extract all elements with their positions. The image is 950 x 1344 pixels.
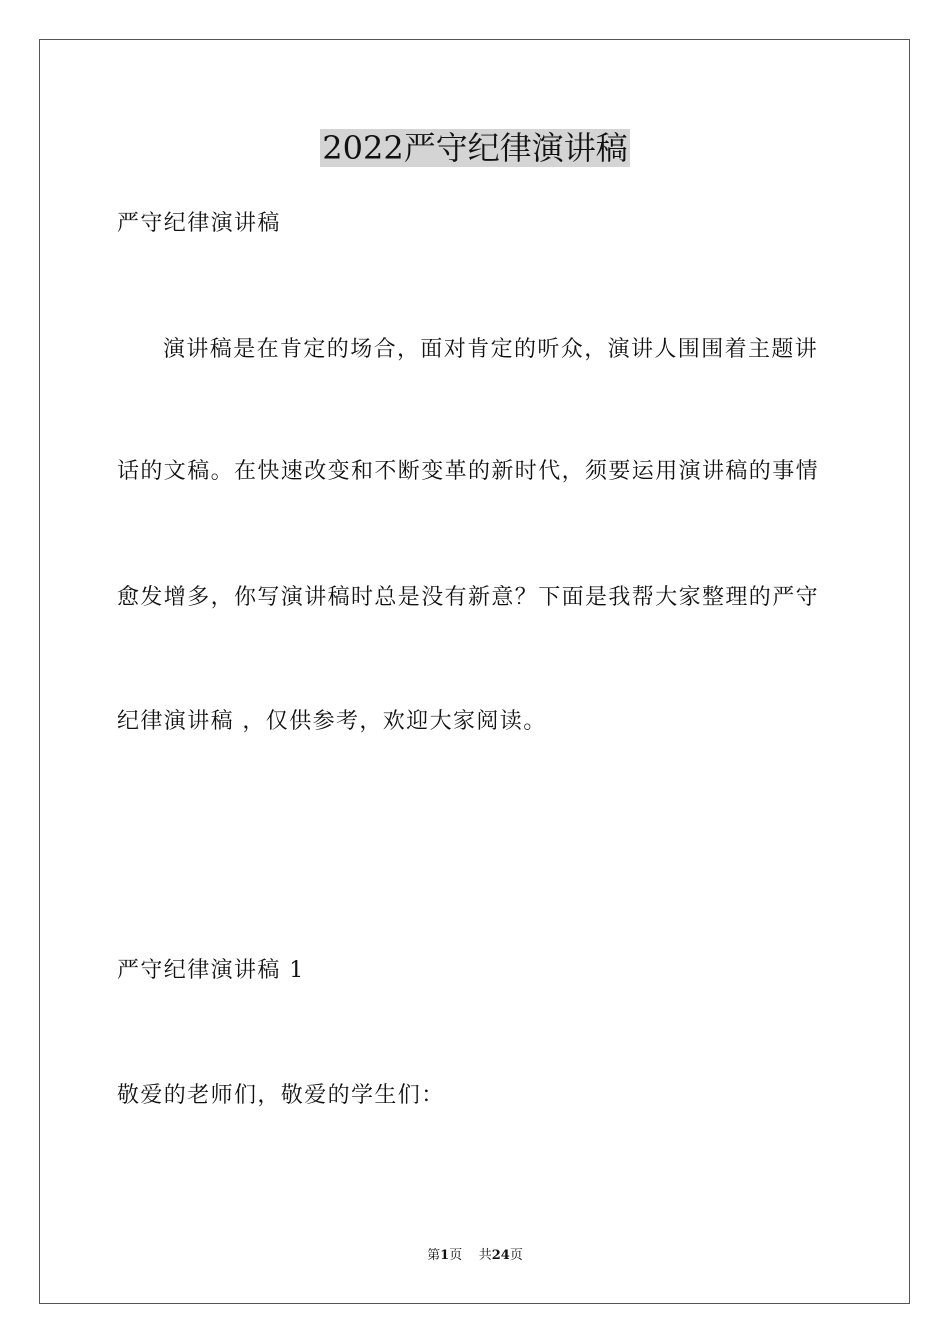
page-footer <box>0 1247 950 1265</box>
document-subtitle: 严守纪律演讲稿 <box>117 211 281 236</box>
intro-line-3: 愈发增多，你写演讲稿时总是没有新意？下面是我帮大家整理的严守 <box>117 585 820 610</box>
intro-line-4: 纪律演讲稿 ，仅供参考，欢迎大家阅读。 <box>117 709 547 734</box>
section-heading: 严守纪律演讲稿 1 <box>117 958 305 983</box>
intro-line-2: 话的文稿。在快速改变和不断变革的新时代，须要运用演讲稿的事情 <box>117 459 820 484</box>
footer-page-number: 1 <box>440 1248 450 1263</box>
footer-total-suffix: 页 <box>509 1248 523 1263</box>
footer-page-prefix: 第 <box>427 1248 441 1263</box>
document-title <box>0 128 950 168</box>
footer-total-pages: 24 <box>491 1248 510 1263</box>
footer-total-prefix: 共 <box>478 1248 492 1263</box>
intro-line-1: 演讲稿是在肯定的场合，面对肯定的听众，演讲人围围着主题讲 <box>163 337 819 362</box>
document-title-text: 2022严守纪律演讲稿 <box>322 129 628 167</box>
footer-page-suffix: 页 <box>449 1248 463 1263</box>
salutation: 敬爱的老师们，敬爱的学生们： <box>117 1083 445 1108</box>
